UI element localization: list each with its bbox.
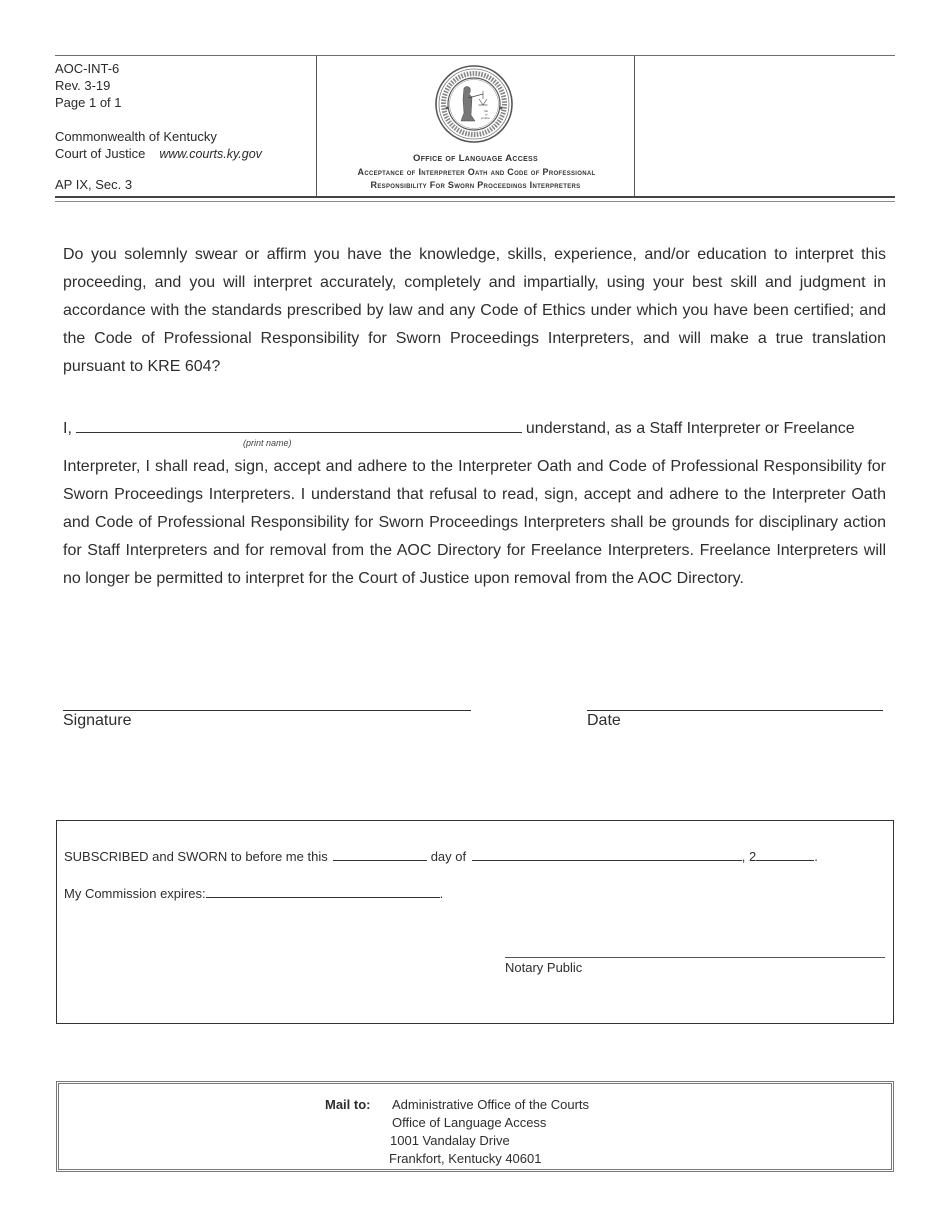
- form-identification: [55, 56, 316, 196]
- svg-text:justitia: justitia: [481, 116, 490, 120]
- oath-question: Do you solemnly swear or affirm you have the knowledge, skills, experience, and/or education to interpret this proceeding, and you will interpret accurately, completely and impartially, using your best skill and judgment in accordance with the standards prescribed by law and any Code of Ethics under which you have been certified; and the Code of Professional Responsibility for Sworn Proceedings Interpreters, and will make a true translation pursuant to KRE 604?: [63, 246, 886, 375]
- commission-expiry-field[interactable]: [206, 885, 440, 898]
- office-title-block: [316, 56, 635, 196]
- month-field[interactable]: [472, 848, 742, 861]
- subscribed-sworn-line: [64, 848, 818, 864]
- office-name: Office of Language Access: [413, 153, 538, 164]
- mail-to-label: Mail to:: [325, 1097, 371, 1112]
- commission-label: My Commission expires:: [64, 886, 206, 901]
- mail-address-line: Administrative Office of the Courts: [392, 1097, 590, 1112]
- subscribed-text: SUBSCRIBED and SWORN to before me this: [64, 849, 328, 864]
- mail-address-line: 1001 Vandalay Drive: [390, 1133, 510, 1148]
- form-title-line-1: Acceptance of Interpreter Oath and Code of Professional: [357, 167, 596, 177]
- notary-section: [56, 820, 894, 1024]
- acceptance-suffix: understand, as a Staff Interpreter or Freelance: [525, 420, 855, 437]
- jurisdiction: Commonwealth of Kentucky: [55, 129, 217, 144]
- print-name-caption: (print name): [243, 438, 292, 448]
- svg-text:fiat: fiat: [484, 109, 489, 113]
- form-id: AOC-INT-6: [55, 61, 120, 76]
- acceptance-prefix: I,: [63, 420, 72, 437]
- mail-address-line: Frankfort, Kentucky 40601: [389, 1151, 542, 1166]
- notary-public-label: Notary Public: [505, 960, 583, 975]
- day-field[interactable]: [333, 848, 427, 861]
- date-field[interactable]: [587, 710, 883, 711]
- form-title-line-2: Responsibility For Sworn Proceedings Interpreters: [370, 180, 581, 190]
- year-prefix: , 2: [741, 849, 757, 864]
- court-name: Court of Justice: [55, 146, 146, 161]
- mail-to-box: [56, 1081, 894, 1172]
- year-field[interactable]: [756, 848, 814, 861]
- acceptance-statement: Interpreter, I shall read, sign, accept and adhere to the Interpreter Oath and Code of Professional Responsibility for Sworn Proceedings Interpreters. I understand that refusal to read, sign, accept and adhere to the Interpreter Oath and Code of Professional Responsibility for Sworn Proceedings Interpreters shall be grounds for disciplinary action for Staff Interpreters and for removal from the AOC Directory for Freelance Interpreters. Freelance Interpreters will no longer be permitted to interpret for the Court of Justice upon removal from the AOC Directory.: [63, 458, 886, 587]
- day-of-text: day of: [430, 849, 467, 864]
- policy-reference: AP IX, Sec. 3: [55, 177, 133, 192]
- commission-line: [64, 885, 443, 901]
- sworn-period: .: [814, 849, 818, 864]
- court-name-line: [55, 146, 262, 162]
- website-link[interactable]: www.courts.ky.gov: [159, 147, 262, 161]
- print-name-field[interactable]: [76, 414, 522, 433]
- header-double-rule: [55, 196, 895, 202]
- signature-label: Signature: [63, 712, 132, 729]
- acceptance-name-line: [63, 414, 886, 443]
- commission-period: .: [439, 886, 444, 901]
- mail-address-line: Office of Language Access: [392, 1115, 547, 1130]
- court-seal-icon: [434, 64, 514, 144]
- form-revision: Rev. 3-19: [55, 78, 111, 93]
- svg-text:et: et: [485, 112, 488, 117]
- signature-field[interactable]: [63, 710, 471, 711]
- form-header: [55, 55, 895, 196]
- notary-signature-field[interactable]: [505, 957, 885, 958]
- header-blank-area: [635, 56, 895, 196]
- page-count: Page 1 of 1: [55, 95, 122, 110]
- date-label: Date: [587, 712, 621, 729]
